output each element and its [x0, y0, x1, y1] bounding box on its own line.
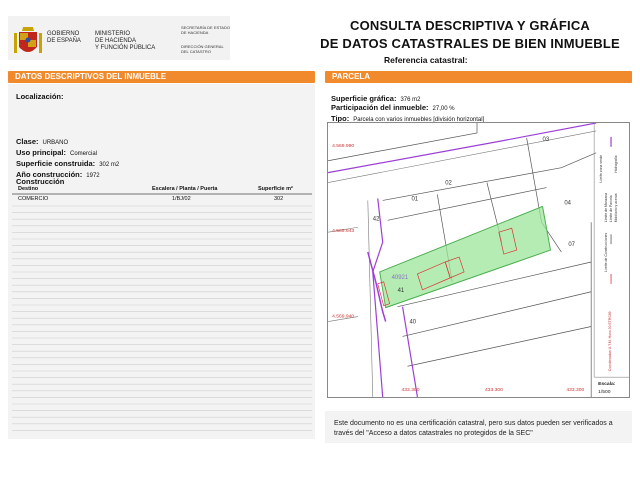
col-superficie: Superficie m²	[258, 186, 293, 192]
direccion-line2: DEL CATASTRO	[181, 49, 211, 54]
parcel-label-03: 03	[542, 136, 550, 143]
legend-item-3: Límite de Construcciones	[604, 232, 609, 272]
gobierno-label	[47, 31, 81, 45]
participacion-label: Participación del inmueble:	[331, 103, 429, 112]
section-title-inmueble: DATOS DESCRIPTIVOS DEL	[15, 72, 125, 81]
section-title-parcela: PARCELA	[332, 72, 371, 81]
ministerio-line2: DE HACIENDA	[95, 38, 137, 44]
map-street-line	[328, 123, 477, 161]
coord-label-x3: 433.300	[566, 388, 585, 394]
clase-value: URBANO	[42, 140, 69, 146]
tipo-label: Tipo:	[331, 114, 350, 123]
coat-of-arms-icon	[14, 27, 42, 57]
section-bar-parcela	[325, 71, 632, 83]
direccion-line1: DIRECCIÓN GENERAL	[181, 44, 224, 49]
superficie-value: 302 m2	[99, 162, 120, 168]
ministerio-line1: MINISTERIO	[95, 31, 131, 37]
ministerio-line3: Y FUNCIÓN PÚBLICA	[95, 45, 156, 51]
map-curb-line-left	[368, 200, 373, 397]
verification-notice	[325, 411, 632, 443]
utm-note: Coordenadas U.T.M. Huso 30 ETRS89	[608, 311, 613, 372]
map-curb-line	[328, 131, 596, 183]
parcel-label-07: 07	[568, 242, 575, 249]
coord-label-y2: 4.569.943	[332, 229, 355, 235]
map-block-boundary	[328, 123, 596, 173]
sup-grafica-value: 376 m2	[400, 97, 421, 103]
parcel-label-04: 04	[564, 200, 571, 207]
parcel-label-40: 40	[409, 319, 417, 326]
cell-destino: COMERCIO	[18, 196, 49, 202]
cell-escalera: 1/BJ/02	[172, 196, 191, 202]
map-highlighted-parcel	[380, 206, 551, 307]
block-label: 40921	[391, 274, 409, 281]
verification-notice-text: Este documento no es una certificación catastral, pero sus datos pueden ser verificados a través del "Acceso a datos catastrales no protegidos de la SEC"	[334, 420, 613, 437]
section-bar-inmueble	[8, 71, 315, 83]
secretaria-label	[181, 25, 230, 35]
legend-item-5: Límite zona verde	[599, 154, 604, 183]
gobierno-line2: DE ESPAÑA	[47, 38, 81, 44]
table-ruled-lines	[12, 193, 312, 435]
gobierno-line1: GOBIERNO	[47, 31, 80, 37]
legend-item-4: Mobiliario y aceras	[613, 193, 618, 223]
localizacion-label: Localización:	[16, 92, 64, 101]
map-plot-line	[408, 327, 592, 367]
col-escalera: Escalera / Planta / Puerta	[152, 186, 218, 192]
secretaria-line2: DE HACIENDA	[181, 30, 209, 35]
uso-value: Comercial	[70, 151, 98, 157]
legend-item-6: Hidrografía	[613, 155, 618, 173]
tipo-value: Parcela con varios inmuebles [división horizontal]	[353, 117, 485, 123]
map-plot-line	[403, 292, 592, 337]
document-title-line1: CONSULTA DESCRIPTIVA Y GRÁFICA	[349, 18, 590, 33]
coord-label-y3: 4.569.940	[332, 314, 355, 320]
superficie-label: Superficie construida:	[16, 159, 96, 168]
legend-item-1: Límite de Manzana	[604, 192, 609, 223]
col-destino: Destino	[18, 186, 39, 192]
construccion-label: Construcción	[16, 177, 65, 186]
anio-value: 1972	[86, 173, 100, 179]
ministerio-label	[95, 31, 155, 52]
participacion-value: 27,00 %	[432, 106, 455, 112]
clase-label: Clase:	[16, 137, 39, 146]
cell-superficie: 302	[274, 196, 284, 202]
document-title-line2: DE DATOS CATASTRALES DE BIEN INMUEBLE	[320, 36, 620, 51]
secretaria-line1: SECRETARÍA DE ESTADO	[181, 25, 230, 30]
coord-label-x2: 433.300	[484, 388, 503, 394]
parcel-label-01: 01	[411, 196, 419, 203]
direccion-label	[181, 44, 224, 54]
coord-label-y1: 4.569.990	[332, 143, 355, 149]
escala-label: Escala:	[598, 382, 616, 388]
parcel-label-41: 41	[397, 287, 405, 294]
parcel-label-42: 42	[372, 216, 380, 223]
referencia-catastral-label: Referencia catastral:	[384, 55, 468, 65]
escala-value: 1/500	[598, 390, 611, 396]
legend-item-2: Límite de Parcela	[609, 195, 614, 223]
parcel-label-02: 02	[445, 180, 452, 187]
uso-label: Uso principal:	[16, 148, 67, 157]
cadastral-map	[327, 122, 630, 398]
anio-label: Año construcción:	[16, 170, 83, 179]
sup-grafica-label: Superficie gráfica:	[331, 94, 397, 103]
section-title-inmueble-highlight: INMUEBLE	[124, 72, 167, 81]
coord-label-x1: 433.300	[401, 388, 420, 394]
